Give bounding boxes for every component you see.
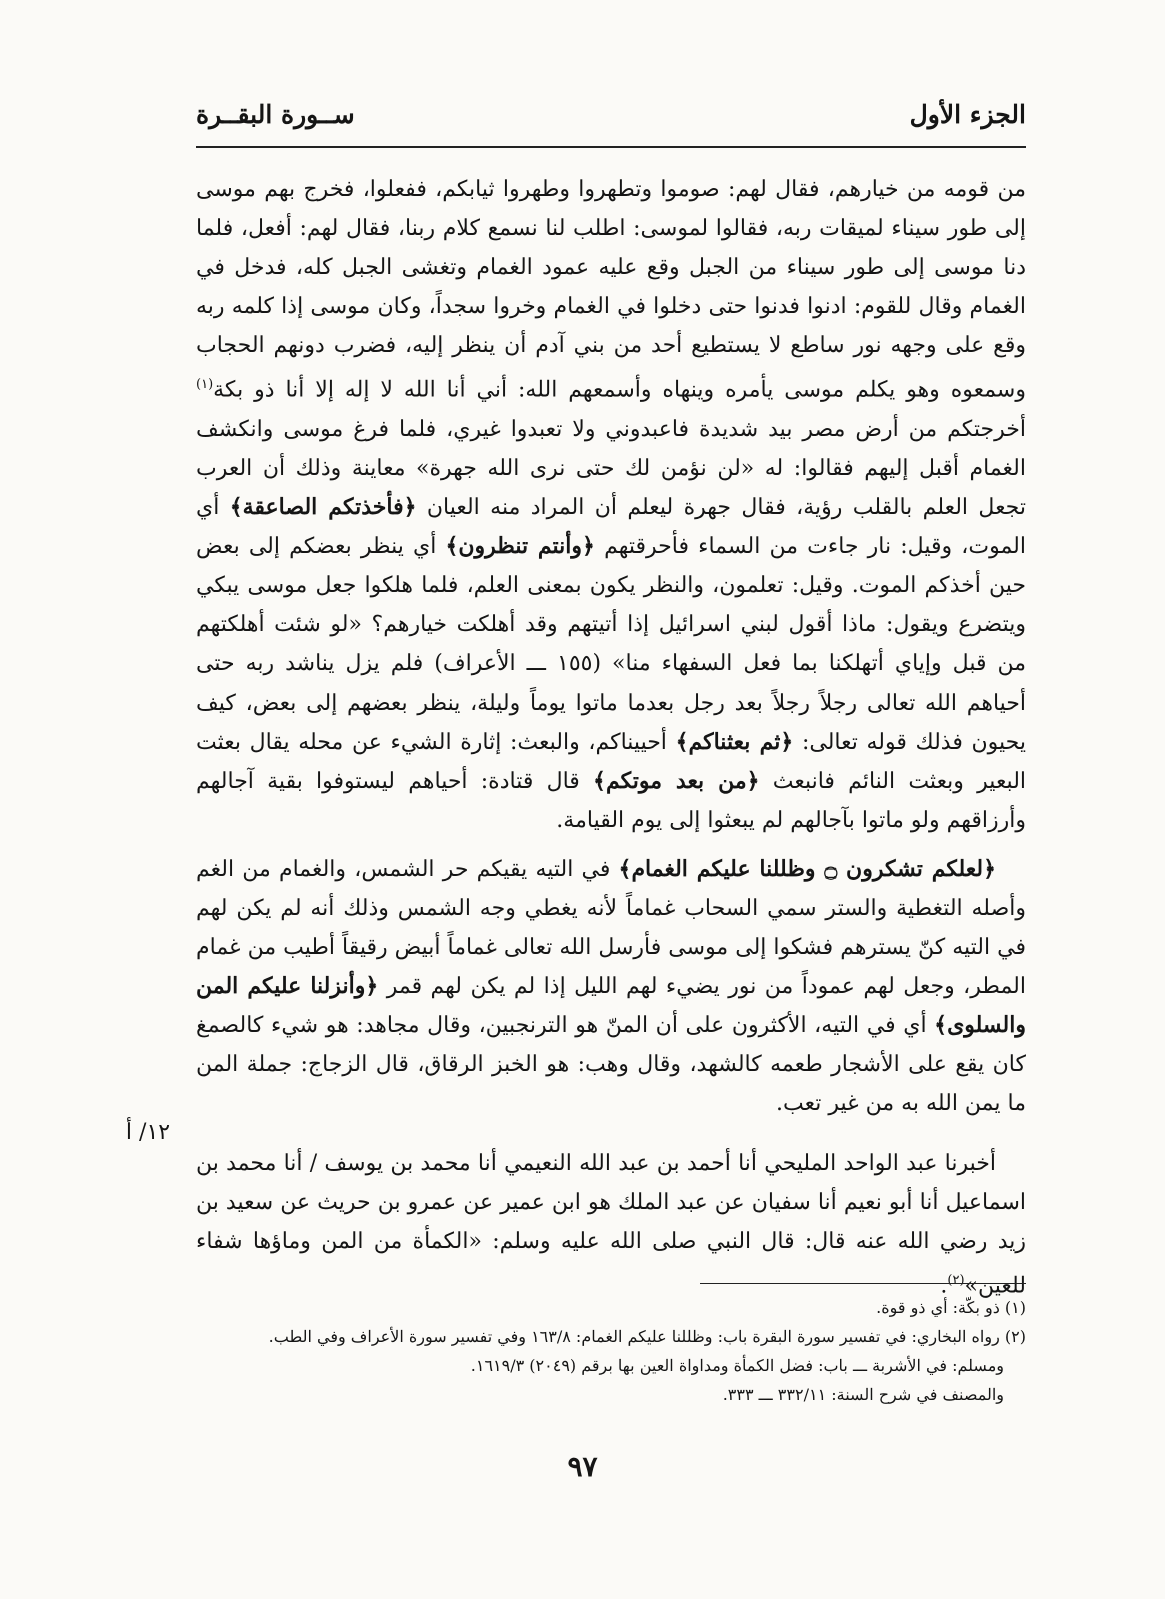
text-run: أي في التيه، الأكثرون على أن المنّ هو الترنجبين، وقال مجاهد: هو شيء كالصمغ كان يقع على الأشجار طعمه كالشهد، وقال وهب: هو الخبز الرقاق، قال الزجاج: جملة المن ما يمن الله به من غير تعب. — [196, 1013, 1026, 1117]
manuscript-folio-note: ١٢/ أ — [125, 1120, 171, 1145]
footnote-2-cont: والمصنف في شرح السنة: ٣٣٢/١١ ـــ ٣٣٣. — [722, 1385, 1004, 1404]
footnote-2-cont: ومسلم: في الأشربة ـــ باب: فضل الكمأة ومداواة العين بها برقم (٢٠٤٩) ١٦١٩/٣. — [470, 1356, 1004, 1375]
footnote-2: (٢) رواه البخاري: في تفسير سورة البقرة باب: وظللنا عليكم الغمام: ١٦٣/٨ وفي تفسير سورة الأعراف وفي الطب. — [268, 1327, 1026, 1346]
quran-quote: ﴿من بعد موتكم﴾ — [593, 767, 760, 794]
quran-quote: ﴿ثم بعثناكم﴾ — [675, 728, 794, 755]
main-text — [196, 170, 1026, 1305]
footnote-rule — [700, 1283, 1026, 1284]
text-run: أحييناكم، والبعث: إثارة الشيء عن محله يقال بعثت البعير وبعثت النائم فانبعث — [196, 729, 1027, 794]
text-run: أي ينظر بعضكم إلى بعض حين أخذكم الموت. وقيل: تعلمون، والنظر يكون بمعنى العلم، فلما هلكوا جعل موسى يبكي ويتضرع ويقول: ماذا أقول لبني اسرائيل إذا أتيتهم وقد أهلكت خيارهم؟ «لو شئت أهلكتهم من قبل وإياي أتهلكنا بما فعل السفهاء منا» (١٥٥ ـــ الأعراف) فلم يزل يناشد ربه حتى أحياهم الله تعالى رجلاً رجلاً بعد رجل بعدما ماتوا يوماً وليلة، ينظر بعضهم إلى بعض، كيف يحيون فذلك قوله تعالى: — [196, 534, 1026, 755]
volume-title: الجزء الأول — [909, 100, 1026, 129]
surah-title: ســورة البقــرة — [196, 100, 355, 129]
paragraph-3 — [196, 1144, 1026, 1306]
footnotes — [196, 1293, 1026, 1409]
footnote-1: (١) ذو بكّة: أي ذو قوة. — [876, 1298, 1026, 1317]
text-run: في التيه يقيكم حر الشمس، والغمام من الغم وأصله التغطية والستر سمي السحاب غماماً لأنه يغطي وجه الشمس وذلك أنه لم يكن لهم في التيه كنّ يسترهم فشكوا إلى موسى فأرسل الله تعالى غماماً أبيض رقيقاً أطيب من غمام المطر، وجعل لهم عموداً من نور يضيء لهم الليل إذا لم يكن لهم قمر — [196, 856, 1026, 1000]
quran-quote: ﴿لعلكم تشكرون ۝ وظللنا عليكم الغمام﴾ — [618, 855, 996, 882]
footnote-ref-1: (١) — [196, 377, 214, 393]
quran-quote: ﴿فأخذتكم الصاعقة﴾ — [229, 494, 417, 521]
text-run: من قومه من خيارهم، فقال لهم: صوموا وتطهروا وطهروا ثيابكم، ففعلوا، فخرج بهم موسى إلى طور سيناء لميقات ربه، فقالوا لموسى: اطلب لنا نسمع كلام ربنا، فقال لهم: أفعل، فلما دنا موسى إلى طور سيناء من الجبل وقع عليه عمود الغمام وتغشى الجبل كله، فدخل في الغمام وقال للقوم: ادنوا فدنوا حتى دخلوا في الغمام وخروا سجداً، وكان موسى إذا كلمه ربه وقع على وجهه نور ساطع لا يستطيع أحد من بني آدم أن ينظر إليه، فضرب دونهم الحجاب وسمعوه وهو يكلم موسى يأمره وينهاه وأسمعهم الله: أني أنا الله لا إله إلا أنا ذو بكة — [196, 177, 1026, 403]
text-run: أخرجتكم من أرض مصر بيد شديدة فاعبدوني ولا تعبدوا غيري، فلما فرغ موسى وانكشف الغمام أقبل إليهم فقالوا: له «لن نؤمن لك حتى نرى الله جهرة» معاينة وذلك أن العرب تجعل العلم بالقلب رؤية، فقال جهرة ليعلم أن المراد منه العيان — [196, 416, 1027, 521]
paragraph-2 — [196, 850, 1026, 1124]
text-run: أي الموت، وقيل: نار جاءت من السماء فأحرقتهم — [196, 495, 1026, 560]
text-run: قال قتادة: أحياهم ليستوفوا بقية آجالهم وأرزاقهم ولو ماتوا بآجالهم لم يبعثوا إلى يوم القيامة. — [196, 768, 1026, 833]
text-run: . — [940, 1273, 948, 1299]
footnote-ref-2: (٢) — [947, 1272, 965, 1288]
running-header — [196, 100, 1026, 140]
quran-quote: ﴿وأنزلنا عليكم المن والسلوى﴾ — [196, 973, 1026, 1039]
quran-quote: ﴿وأنتم تنظرون﴾ — [445, 533, 595, 560]
paragraph-1 — [196, 170, 1026, 840]
page-number: ٩٧ — [567, 1450, 598, 1483]
text-run: أخبرنا عبد الواحد المليحي أنا أحمد بن عبد الله النعيمي أنا محمد بن يوسف / أنا محمد بن اسماعيل أنا أبو نعيم أنا سفيان عن عبد الملك هو ابن عمير عن عمرو بن حريث عن سعيد بن زيد رضي الله عنه قال: قال النبي صلى الله عليه وسلم: «الكمأة من المن وماؤها شفاء للعين» — [196, 1150, 1026, 1299]
header-rule — [196, 146, 1026, 148]
